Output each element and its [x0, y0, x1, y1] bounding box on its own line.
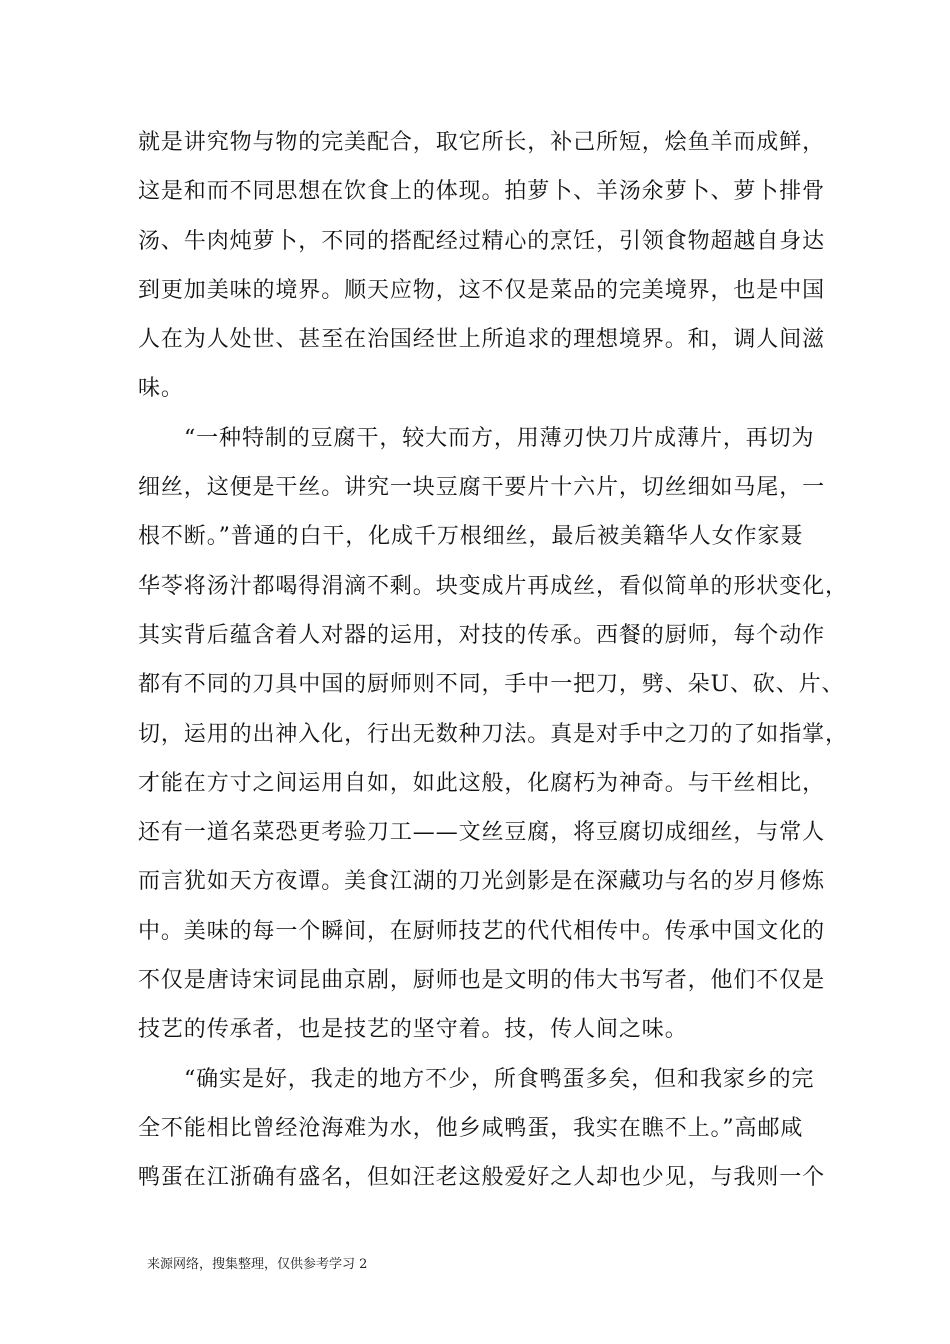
paragraph-1-line-5: 人在为人处世、甚至在治国经世上所追求的理想境界。和，调人间滋: [138, 327, 826, 353]
paragraph-2-line-10: 而言犹如天方夜谭。美食江湖的刀光剑影是在深藏功与名的岁月修炼: [138, 869, 826, 895]
body-text: [138, 118, 848, 1203]
paragraph-1-line-3: 汤、牛肉炖萝卜，不同的搭配经过精心的烹饪，引领食物超越自身达: [138, 228, 826, 254]
paragraph-2-line-5: 其实背后蕴含着人对器的运用，对技的传承。西餐的厨师，每个动作: [138, 622, 826, 648]
paragraph-1-line-1: 就是讲究物与物的完美配合，取它所长，补己所短，烩鱼羊而成鲜，: [138, 130, 826, 155]
paragraph-2-line-13: 技艺的传承者，也是技艺的坚守着。技，传人间之味。: [138, 1017, 688, 1043]
paragraph-2-line-11: 中。美味的每一个瞬间，在厨师技艺的代代相传中。传承中国文化的: [138, 918, 826, 944]
paragraph-1-line-4: 到更加美味的境界。顺天应物，这不仅是菜品的完美境界，也是中国: [138, 277, 826, 303]
paragraph-1-line-6: 味。: [138, 376, 184, 402]
paragraph-3-line-1: “确实是好，我走的地方不少，所食鸭蛋多矣，但和我家乡的完: [184, 1066, 815, 1092]
paragraph-2-line-4: 华苓将汤汁都喝得涓滴不剩。块变成片再成丝，看似简单的形状变化，: [138, 573, 848, 599]
page-footer: 来源网络，搜集整理，仅供参考学习 2: [147, 1257, 368, 1272]
paragraph-2-line-1: “一种特制的豆腐干，较大而方，用薄刃快刀片成薄片，再切为: [184, 425, 815, 451]
paragraph-2-line-6: 都有不同的刀具中国的厨师则不同，手中一把刀，劈、朵U、砍、片、: [138, 672, 845, 698]
paragraph-2-line-9: 还有一道名菜恐更考验刀工——文丝豆腐，将豆腐切成细丝，与常人: [138, 820, 826, 846]
paragraph-2-line-3: 根不断。”普通的白干，化成千万根细丝，最后被美籍华人女作家聂: [138, 524, 804, 550]
paragraph-1-line-2: 这是和而不同思想在饮食上的体现。拍萝卜、羊汤氽萝卜、萝卜排骨: [138, 179, 826, 205]
paragraph-3-line-2: 全不能相比曾经沧海难为水，他乡咸鸭蛋，我实在瞧不上。”高邮咸: [138, 1115, 804, 1141]
paragraph-3-line-3: 鸭蛋在江浙确有盛名，但如汪老这般爱好之人却也少见，与我则一个: [138, 1165, 826, 1191]
paragraph-2-line-2: 细丝，这便是干丝。讲究一块豆腐干要片十六片，切丝细如马尾，一: [138, 475, 826, 501]
paragraph-2-line-7: 切，运用的出神入化，行出无数种刀法。真是对手中之刀的了如指掌，: [138, 721, 848, 747]
paragraph-2-line-12: 不仅是唐诗宋词昆曲京剧，厨师也是文明的伟大书写者，他们不仅是: [138, 968, 826, 994]
paragraph-2-line-8: 才能在方寸之间运用自如，如此这般，化腐朽为神奇。与干丝相比，: [138, 770, 826, 796]
